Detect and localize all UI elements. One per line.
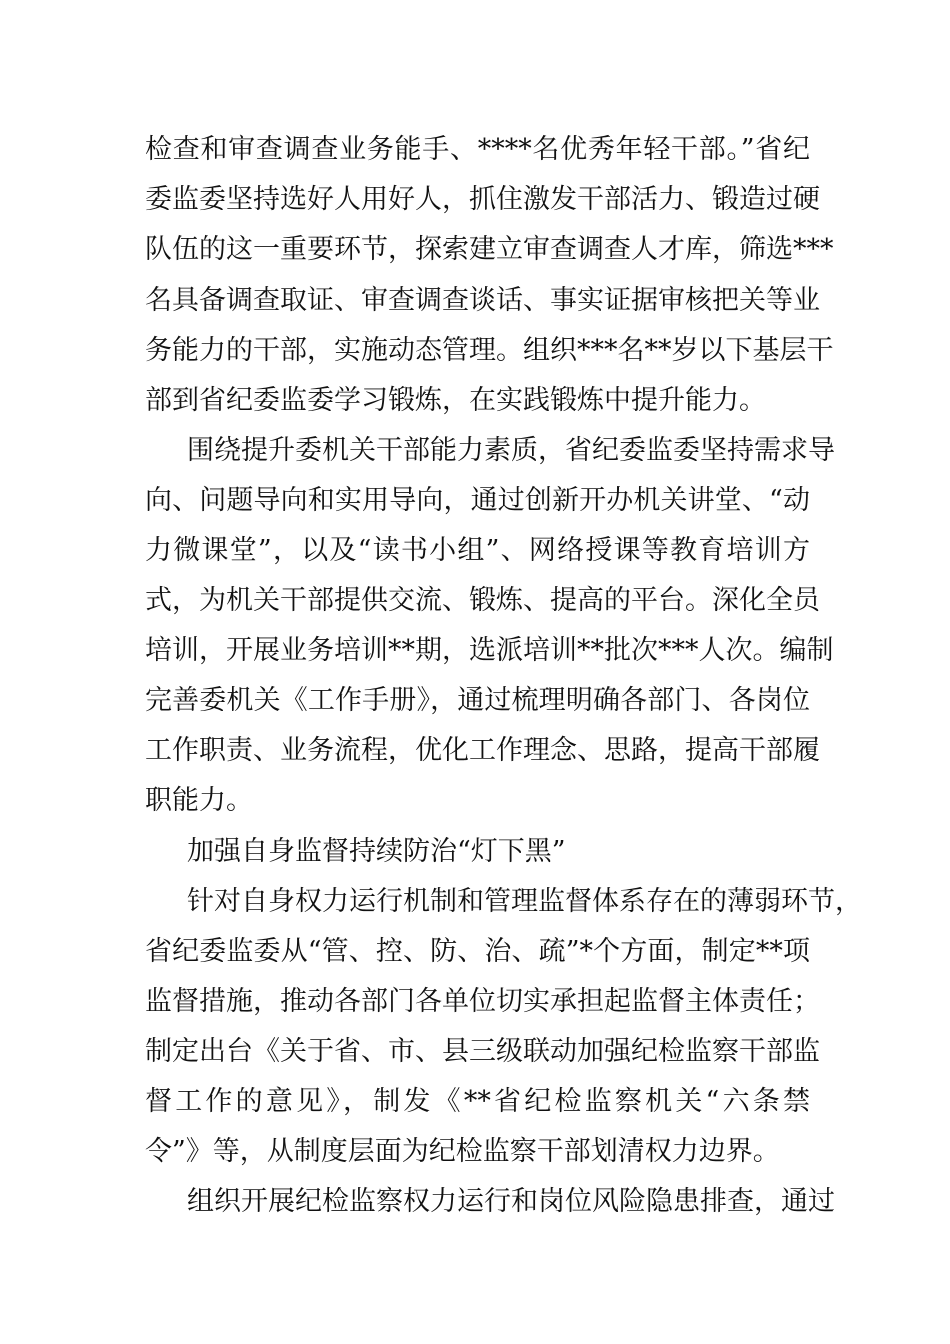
paragraph-first-line: 组织开展纪检监察权力运行和岗位风险隐患排查，通过 [187, 1186, 835, 1217]
text-line: 检查和审查调查业务能手、****名优秀年轻干部。”省纪 [145, 134, 810, 165]
text-line: 力微课堂”，以及“读书小组”、网络授课等教育培训方 [145, 535, 810, 566]
text-line: 委监委坚持选好人用好人，抓住激发干部活力、锻造过硬 [145, 184, 820, 215]
text-line: 监督措施，推动各部门各单位切实承担起监督主体责任； [145, 986, 820, 1017]
text-line: 培训，开展业务培训**期，选派培训**批次***人次。编制 [145, 635, 834, 666]
text-line: 督工作的意见》，制发《**省纪检监察机关“六条禁 [145, 1086, 810, 1117]
text-line: 部到省纪委监委学习锻炼，在实践锻炼中提升能力。 [145, 385, 766, 416]
text-line: 式，为机关干部提供交流、锻炼、提高的平台。深化全员 [145, 585, 820, 616]
text-line: 队伍的这一重要环节，探索建立审查调查人才库，筛选*** [145, 234, 834, 265]
text-line: 令”》等，从制度层面为纪检监察干部划清权力边界。 [145, 1136, 780, 1167]
text-line: 制定出台《关于省、市、县三级联动加强纪检监察干部监 [145, 1036, 820, 1067]
text-line: 职能力。 [145, 785, 253, 816]
paragraph-first-line: 围绕提升委机关干部能力素质，省纪委监委坚持需求导 [187, 435, 835, 466]
text-line: 完善委机关《工作手册》，通过梳理明确各部门、各岗位 [145, 685, 810, 716]
text-line: 省纪委监委从“管、控、防、治、疏”*个方面，制定**项 [145, 936, 810, 967]
text-line: 名具备调查取证、审查调查谈话、事实证据审核把关等业 [145, 285, 820, 316]
text-line: 务能力的干部，实施动态管理。组织***名**岁以下基层干 [145, 335, 834, 366]
paragraph-first-line: 针对自身权力运行机制和管理监督体系存在的薄弱环节， [187, 886, 862, 917]
text-line: 工作职责、业务流程，优化工作理念、思路，提高干部履 [145, 735, 820, 766]
text-line: 向、问题导向和实用导向，通过创新开办机关讲堂、“动 [145, 485, 810, 516]
section-heading: 加强自身监督持续防治“灯下黑” [187, 836, 566, 867]
